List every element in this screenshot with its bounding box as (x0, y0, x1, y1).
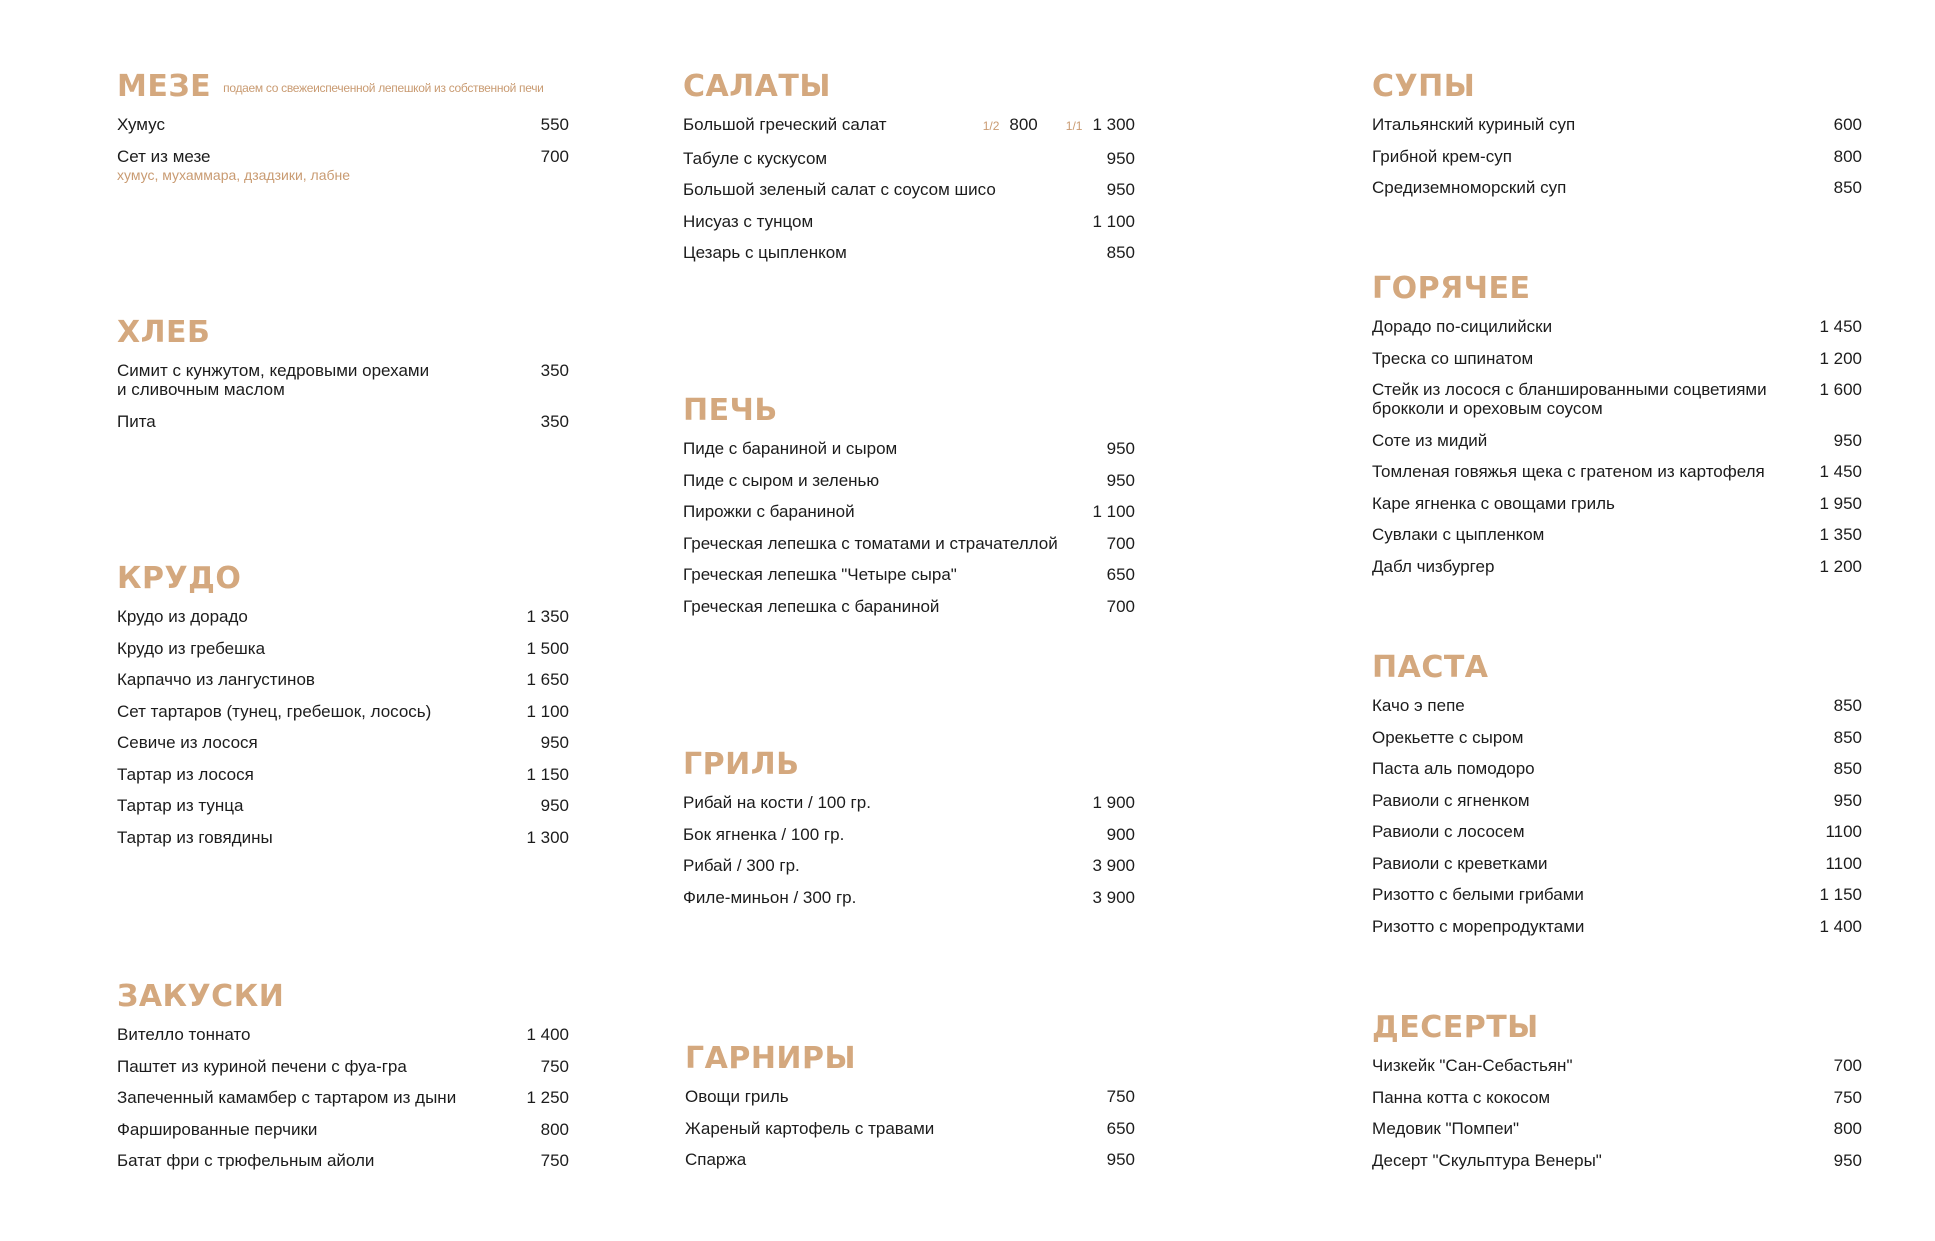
item-name: Карпаччо из лангустинов (117, 670, 315, 689)
section-title: КРУДО (117, 561, 242, 596)
items-list (117, 1025, 569, 1170)
item-name: Дорадо по-сицилийски (1372, 317, 1553, 336)
menu-item (1372, 115, 1862, 134)
item-price: 950 (1106, 1150, 1135, 1169)
item-name: Вителло тоннато (117, 1025, 251, 1044)
item-price: 950 (1833, 430, 1862, 450)
menu-item (685, 1119, 1135, 1138)
menu-item (683, 888, 1135, 907)
item-name: Треска со шпинатом (1372, 348, 1534, 368)
item-price: 1 350 (526, 607, 569, 626)
item-name (117, 147, 350, 183)
menu-item (1372, 854, 1862, 873)
item-name: Пиде с бараниной и сыром (683, 439, 898, 458)
item-price: 950 (1106, 148, 1135, 168)
item-name: Жареный картофель с травами (685, 1118, 935, 1138)
section-title: САЛАТЫ (683, 69, 831, 104)
menu-item (683, 565, 1135, 584)
menu-item (683, 502, 1135, 521)
menu-item (683, 856, 1135, 875)
menu-item (1372, 1088, 1862, 1107)
menu-item (117, 765, 569, 784)
item-name: Чизкейк "Сан-Себастьян" (1372, 1056, 1573, 1075)
menu-item (1372, 696, 1862, 715)
item-price: 1 300 (526, 827, 569, 847)
item-name: Десерт "Скульптура Венеры" (1372, 1150, 1602, 1170)
items-list (1372, 1056, 1862, 1170)
portion-half-price: 800 (1009, 115, 1038, 134)
item-name: Табуле с кускусом (683, 148, 828, 168)
item-price: 3 900 (1092, 856, 1135, 875)
menu-item (117, 607, 569, 626)
item-name: Греческая лепешка с томатами и страчателлой (683, 533, 1058, 553)
item-price: 1 100 (526, 701, 569, 721)
menu-item (1372, 728, 1862, 747)
item-name: Тартар из тунца (117, 796, 244, 815)
menu-item (117, 412, 569, 431)
item-price: 1 200 (1819, 348, 1862, 368)
menu-item (1372, 1056, 1862, 1075)
item-name: Дабл чизбургер (1372, 556, 1495, 576)
item-name: Тартар из лосося (117, 764, 254, 784)
item-price: 700 (1106, 533, 1135, 553)
menu-item (1372, 147, 1862, 166)
menu-item (117, 147, 569, 183)
item-name: Соте из мидий (1372, 430, 1488, 450)
menu-item (1372, 317, 1862, 336)
menu-item (1372, 431, 1862, 450)
item-name: Орекьетте с сыром (1372, 727, 1524, 747)
item-price: 850 (1833, 178, 1862, 197)
item-name-text: Сет из мезе (117, 146, 211, 166)
item-name: Крудо из дорадо (117, 607, 248, 626)
item-name: Овощи гриль (685, 1087, 789, 1106)
portion-full-label: 1/1 (1065, 119, 1083, 133)
menu-item (1372, 380, 1862, 418)
item-price: 700 (540, 146, 569, 166)
item-name: Нисуаз с тунцом (683, 211, 814, 231)
item-name: Запеченный камамбер с тартаром из дыни (117, 1088, 457, 1107)
item-name: Каре ягненка с овощами гриль (1372, 493, 1615, 513)
menu-item (1372, 822, 1862, 841)
item-price: 950 (1106, 470, 1135, 490)
item-price: 700 (1106, 596, 1135, 616)
menu-item (117, 115, 569, 134)
item-price: 1100 (1825, 822, 1862, 841)
section-title: МЕЗЕ подаем со свежеиспеченной лепешкой из собственной печи (117, 69, 544, 104)
menu-item (117, 361, 569, 399)
section-title: ГРИЛЬ (683, 747, 800, 782)
section-crudo (117, 562, 569, 859)
item-price: 750 (540, 1151, 569, 1170)
section-title: ЗАКУСКИ (117, 979, 285, 1014)
item-price: 850 (1833, 759, 1862, 778)
item-price: 900 (1106, 824, 1135, 844)
menu-item (117, 796, 569, 815)
item-name: Большой зеленый салат с соусом шисо (683, 180, 996, 199)
item-price: 950 (1833, 1150, 1862, 1170)
item-price-split (983, 115, 1135, 136)
menu-item (117, 1057, 569, 1076)
menu-item (683, 534, 1135, 553)
item-name: Крудо из гребешка (117, 638, 266, 658)
item-price: 1 500 (526, 638, 569, 658)
item-price: 1 150 (1819, 885, 1862, 904)
menu-item (683, 793, 1135, 812)
item-name: Сувлаки с цыпленком (1372, 525, 1545, 544)
item-price: 1 400 (1819, 916, 1862, 936)
item-name: Батат фри с трюфельным айоли (117, 1151, 375, 1170)
menu-item (117, 1088, 569, 1107)
item-price: 950 (540, 733, 569, 752)
section-grill (683, 748, 1135, 919)
menu-item (117, 1120, 569, 1139)
item-price: 1 100 (1092, 211, 1135, 231)
section-meze (117, 70, 569, 195)
menu-item (117, 733, 569, 752)
items-list (117, 361, 569, 431)
item-name: Пирожки с бараниной (683, 502, 855, 521)
item-price: 850 (1833, 727, 1862, 747)
item-name: Фаршированные перчики (117, 1119, 318, 1139)
item-name: Ризотто с морепродуктами (1372, 916, 1585, 936)
item-price: 950 (1106, 180, 1135, 199)
menu-item (683, 149, 1135, 168)
menu-item (683, 212, 1135, 231)
item-name: Равиоли с креветками (1372, 853, 1548, 873)
items-list (1372, 696, 1862, 936)
item-name: Сет тартаров (тунец, гребешок, лосось) (117, 701, 432, 721)
item-name: Томленая говяжья щека с гратеном из картофеля (1372, 462, 1765, 481)
menu-item (1372, 791, 1862, 810)
item-price: 750 (540, 1056, 569, 1076)
item-name: Спаржа (685, 1150, 747, 1169)
items-sublist (683, 149, 1135, 263)
items-list (685, 1087, 1135, 1169)
menu-item (1372, 462, 1862, 481)
section-title: ПАСТА (1372, 650, 1489, 685)
menu-item (683, 597, 1135, 616)
item-price: 1 950 (1819, 493, 1862, 513)
item-description: хумус, мухаммара, дзадзики, лабне (117, 166, 351, 183)
section-bread (117, 316, 569, 443)
menu-item (683, 825, 1135, 844)
item-name: Бок ягненка / 100 гр. (683, 824, 845, 844)
menu-item (1372, 1119, 1862, 1138)
section-soups (1372, 70, 1862, 210)
menu-item (683, 115, 1135, 136)
item-name: Равиоли с ягненком (1372, 790, 1530, 810)
item-name: Ризотто с белыми грибами (1372, 885, 1584, 904)
item-price: 850 (1106, 243, 1135, 262)
items-list (1372, 115, 1862, 197)
section-sides (685, 1042, 1135, 1182)
menu-item (685, 1087, 1135, 1106)
item-name: Итальянский куриный суп (1372, 115, 1576, 134)
items-list (683, 115, 1135, 262)
item-name: Рибай / 300 гр. (683, 856, 800, 875)
item-name: Медовик "Помпеи" (1372, 1119, 1520, 1138)
item-price: 1 600 (1819, 380, 1862, 399)
item-name: Филе-миньон / 300 гр. (683, 887, 857, 907)
item-price: 350 (540, 411, 569, 431)
item-name: Качо э пепе (1372, 696, 1465, 715)
item-price: 750 (1833, 1087, 1862, 1107)
item-price: 950 (540, 796, 569, 815)
item-price: 1 450 (1819, 317, 1862, 336)
menu-item (117, 702, 569, 721)
section-salads (683, 70, 1135, 275)
menu-item (117, 1025, 569, 1044)
item-price: 1 200 (1819, 556, 1862, 576)
item-price: 950 (1106, 439, 1135, 458)
item-price: 1 250 (526, 1088, 569, 1107)
items-list (1372, 317, 1862, 576)
menu-item (1372, 494, 1862, 513)
menu-item (683, 439, 1135, 458)
item-price: 650 (1106, 1118, 1135, 1138)
item-price: 1 450 (1819, 462, 1862, 481)
menu-item (117, 828, 569, 847)
item-price: 800 (540, 1119, 569, 1139)
portion-full-price: 1 300 (1092, 115, 1135, 134)
item-name: Стейк из лосося с бланшированными соцветиями брокколи и ореховым соусом (1372, 380, 1767, 418)
item-name: Севиче из лосося (117, 733, 258, 752)
menu-item (117, 670, 569, 689)
menu-item (117, 1151, 569, 1170)
menu-item (683, 471, 1135, 490)
menu-item (1372, 178, 1862, 197)
item-price: 800 (1833, 1119, 1862, 1138)
menu-item (1372, 917, 1862, 936)
item-price: 800 (1833, 146, 1862, 166)
item-name: Панна котта с кокосом (1372, 1087, 1551, 1107)
section-note: подаем со свежеиспеченной лепешкой из собственной печи (223, 81, 544, 95)
section-hot (1372, 272, 1862, 588)
item-price: 1 400 (526, 1025, 569, 1044)
item-price: 3 900 (1092, 887, 1135, 907)
item-name: Грибной крем-суп (1372, 146, 1512, 166)
menu-item (685, 1150, 1135, 1169)
item-price: 650 (1106, 565, 1135, 584)
item-price: 1 100 (1092, 502, 1135, 521)
section-title: ХЛЕБ (117, 315, 211, 350)
item-price: 850 (1833, 696, 1862, 715)
section-starters (117, 980, 569, 1183)
item-name: Тартар из говядины (117, 827, 273, 847)
items-list (683, 439, 1135, 616)
item-name: Большой греческий салат (683, 115, 887, 134)
section-desserts (1372, 1011, 1862, 1182)
section-title: ПЕЧЬ (683, 393, 778, 428)
item-price: 950 (1833, 790, 1862, 810)
item-name: Греческая лепешка с бараниной (683, 596, 940, 616)
menu-item (1372, 759, 1862, 778)
item-name: Греческая лепешка "Четыре сыра" (683, 565, 957, 584)
item-name: Пита (117, 411, 156, 431)
menu-item (1372, 885, 1862, 904)
item-name: Паштет из куриной печени с фуа-гра (117, 1056, 407, 1076)
item-name: Симит с кунжутом, кедровыми орехами и сливочным маслом (117, 361, 430, 399)
menu-item (1372, 525, 1862, 544)
item-price: 1100 (1825, 853, 1862, 873)
menu-item (117, 639, 569, 658)
menu-item (1372, 1151, 1862, 1170)
item-price: 1 150 (526, 764, 569, 784)
item-name: Рибай на кости / 100 гр. (683, 793, 871, 812)
section-pasta (1372, 651, 1862, 948)
item-price: 750 (1106, 1087, 1135, 1106)
items-list (117, 115, 569, 183)
section-oven (683, 394, 1135, 628)
menu-item (1372, 349, 1862, 368)
section-title: ГАРНИРЫ (685, 1041, 857, 1076)
menu-item (683, 180, 1135, 199)
item-name: Пиде с сыром и зеленью (683, 470, 880, 490)
item-price: 600 (1833, 115, 1862, 134)
items-list (117, 607, 569, 847)
item-name: Равиоли с лососем (1372, 822, 1525, 841)
menu-item (1372, 557, 1862, 576)
item-price: 1 350 (1819, 525, 1862, 544)
item-name: Хумус (117, 115, 165, 134)
item-price: 1 900 (1092, 793, 1135, 812)
item-price: 700 (1833, 1056, 1862, 1075)
item-price: 550 (540, 115, 569, 134)
portion-half-label: 1/2 (982, 119, 1000, 133)
item-name: Цезарь с цыпленком (683, 243, 847, 262)
item-price: 350 (540, 361, 569, 380)
section-title: ГОРЯЧЕЕ (1372, 271, 1531, 306)
item-price: 1 650 (526, 670, 569, 689)
item-name: Паста аль помодоро (1372, 759, 1535, 778)
section-title: СУПЫ (1372, 69, 1476, 104)
menu-item (683, 243, 1135, 262)
items-list (683, 793, 1135, 907)
item-name: Средиземноморский суп (1372, 178, 1567, 197)
section-title: ДЕСЕРТЫ (1372, 1010, 1539, 1045)
